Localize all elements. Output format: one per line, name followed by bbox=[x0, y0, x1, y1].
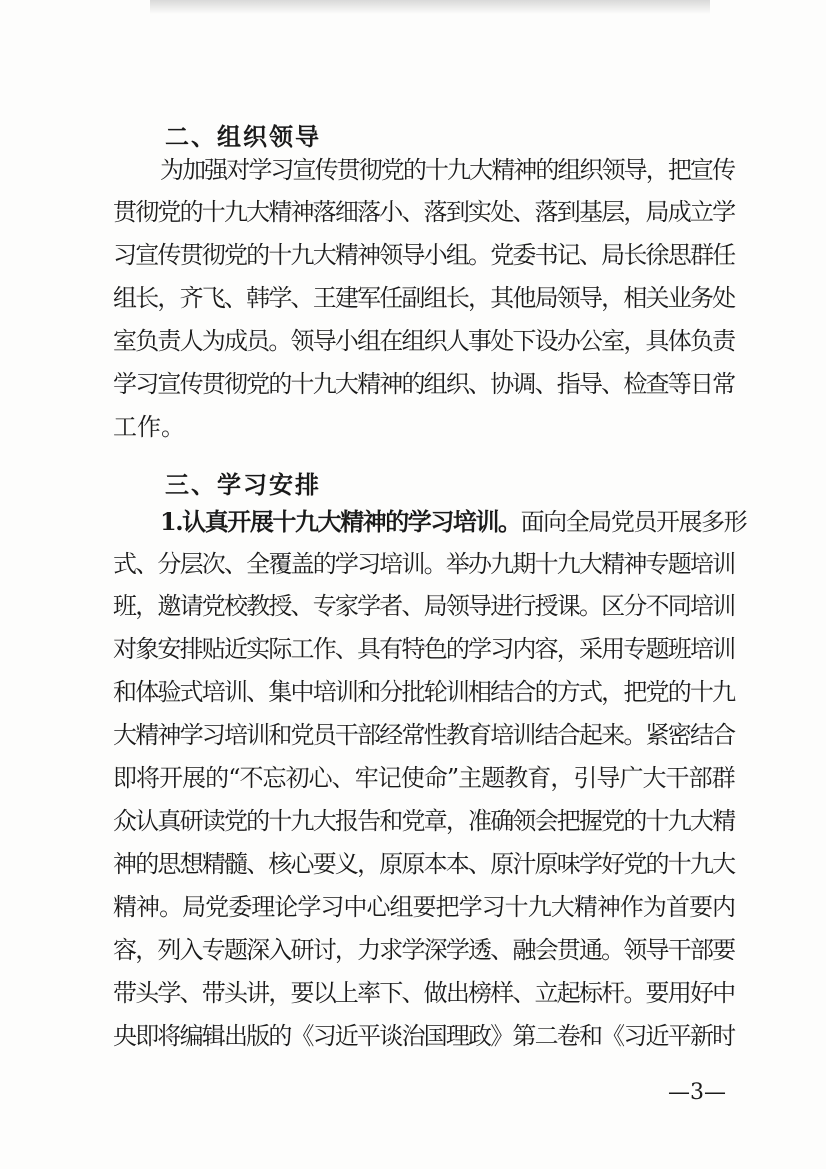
paragraph-line: 为加强对学习宣传贯彻党的十九大精神的组织领导，把宣传 bbox=[160, 156, 735, 184]
paragraph-line: 室负责人为成员。领导小组在组织人事处下设办公室，具体负责 bbox=[113, 327, 735, 355]
paragraph-line: 即将开展的“不忘初心、牢记使命”主题教育，引导广大干部群 bbox=[113, 764, 735, 792]
paragraph-line: 带头学、带头讲，要以上率下、做出榜样、立起标杆。要用好中 bbox=[113, 979, 735, 1007]
paragraph-line: 贯彻党的十九大精神落细落小、落到实处、落到基层，局成立学 bbox=[113, 198, 735, 226]
paragraph-first-line bbox=[160, 507, 746, 537]
paragraph-line: 众认真研读党的十九大报告和党章，准确领会把握党的十九大精 bbox=[113, 807, 735, 835]
paragraph-line: 神的思想精髓、核心要义，原原本本、原汁原味学好党的十九大 bbox=[113, 850, 735, 878]
paragraph-line: 精神。局党委理论学习中心组要把学习十九大精神作为首要内 bbox=[113, 893, 736, 921]
paragraph-line: 和体验式培训、集中培训和分批轮训相结合的方式，把党的十九 bbox=[113, 678, 735, 706]
paragraph-line: 组长，齐飞、韩学、王建军任副组长，其他局领导，相关业务处 bbox=[113, 284, 735, 312]
paragraph-line: 容，列入专题深入研讨，力求学深学透、融会贯通。领导干部要 bbox=[113, 936, 735, 964]
paragraph-line: 工作。 bbox=[113, 413, 185, 441]
paragraph-line: 式、分层次、全覆盖的学习培训。举办九期十九大精神专题培训 bbox=[113, 550, 735, 578]
item-text: 面向全局党员开展多形 bbox=[520, 508, 747, 536]
paragraph-line: 大精神学习培训和党员干部经常性教育培训结合起来。紧密结合 bbox=[113, 721, 735, 749]
page-number: —3— bbox=[668, 1080, 726, 1105]
paragraph-line: 央即将编辑出版的《习近平谈治国理政》第二卷和《习近平新时 bbox=[113, 1022, 735, 1050]
item-title: 1.认真开展十九大精神的学习培训。 bbox=[160, 507, 521, 536]
scan-artifact bbox=[150, 0, 710, 14]
paragraph-line: 习宣传贯彻党的十九大精神领导小组。党委书记、局长徐思群任 bbox=[113, 241, 735, 269]
paragraph-line: 学习宣传贯彻党的十九大精神的组织、协调、指导、检查等日常 bbox=[113, 370, 735, 398]
section-heading-organization: 二、组织领导 bbox=[165, 123, 321, 151]
paragraph-line: 对象安排贴近实际工作、具有特色的学习内容，采用专题班培训 bbox=[113, 635, 735, 663]
section-heading-study-plan: 三、学习安排 bbox=[165, 471, 321, 499]
paragraph-line: 班，邀请党校教授、专家学者、局领导进行授课。区分不同培训 bbox=[113, 592, 735, 620]
